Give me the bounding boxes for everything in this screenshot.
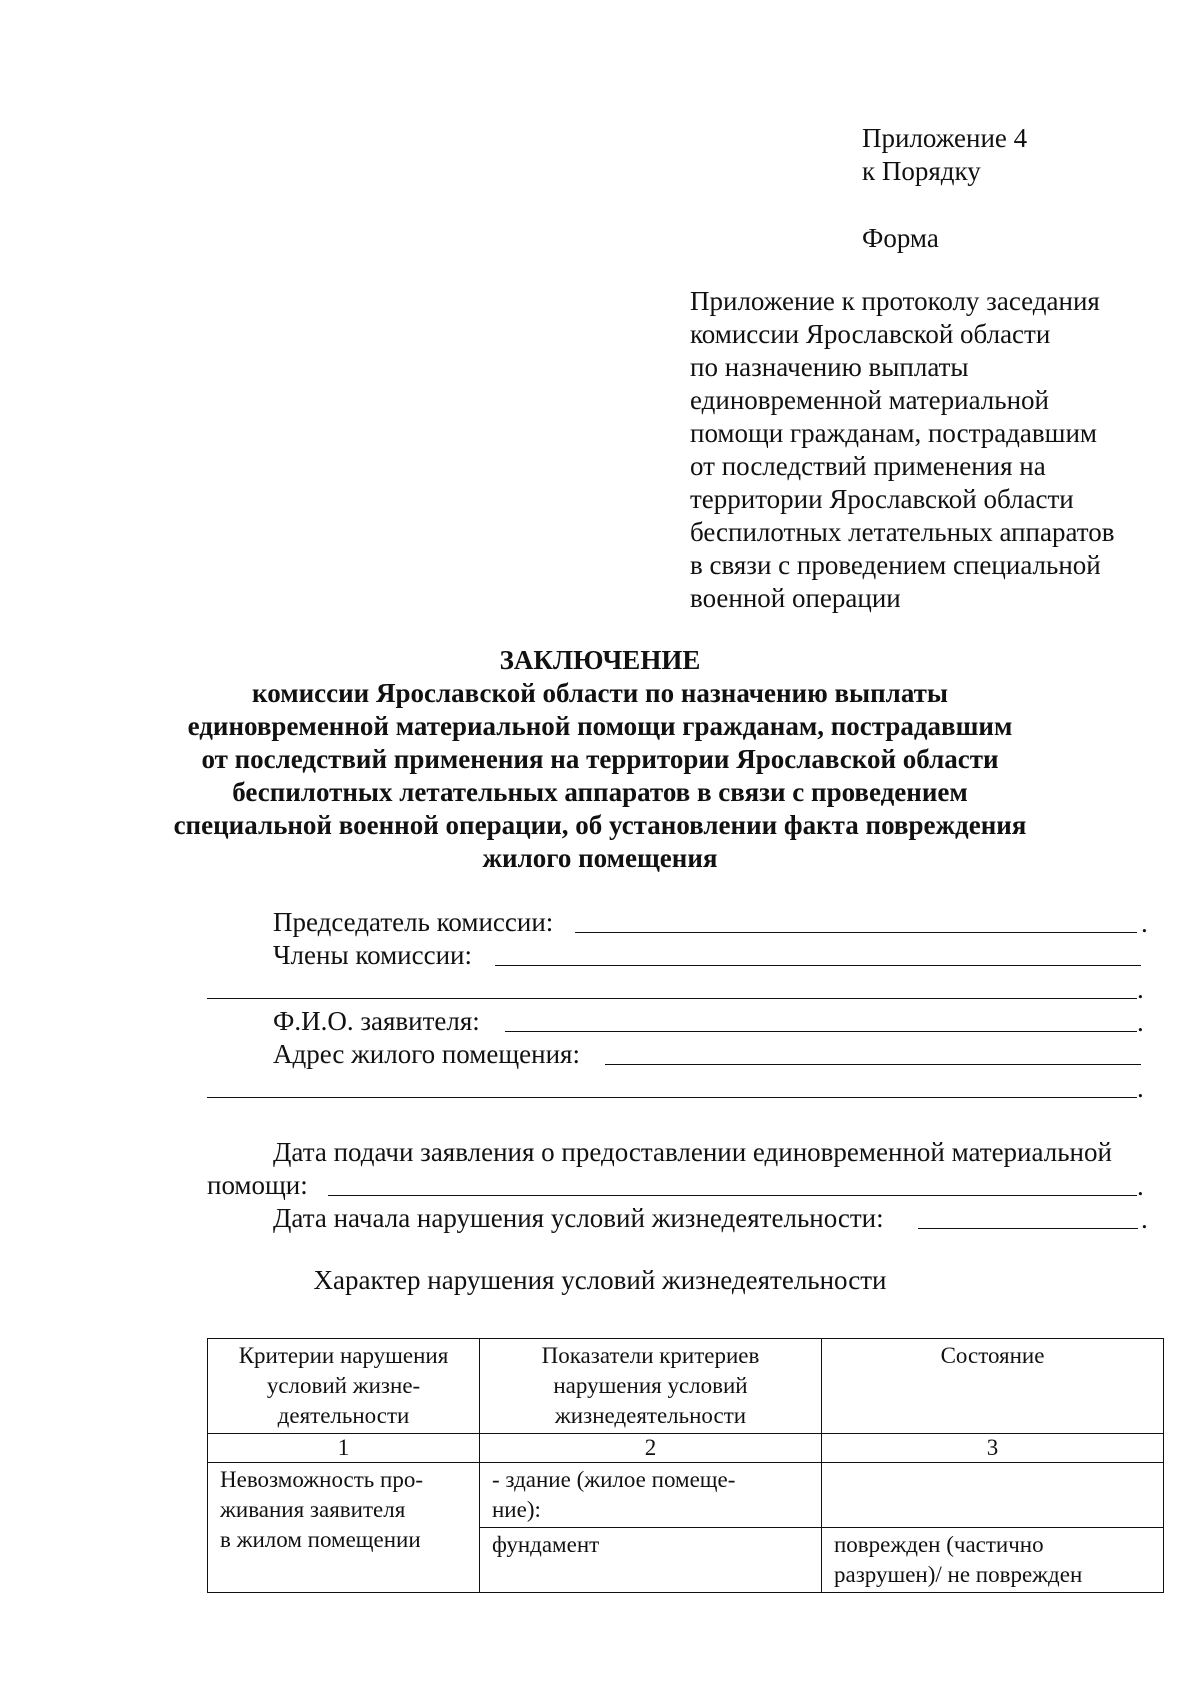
application-date-label-2: помощи: (207, 1170, 308, 1200)
applicant-period: . (1137, 1007, 1144, 1037)
chairman-blank-line[interactable] (575, 932, 1137, 933)
violation-date-label: Дата начала нарушения условий жизнедеятельности: (273, 1203, 884, 1233)
members-label: Члены комиссии: (273, 940, 472, 970)
state-cell (822, 1528, 1164, 1593)
cell-text: - здание (жилое помеще- (492, 1467, 736, 1492)
title-line: комиссии Ярославской области по назначению выплаты (252, 678, 948, 708)
members-blank-line[interactable] (495, 965, 1141, 966)
state-cell-empty (822, 1463, 1164, 1528)
protocol-line: от последствий применения на (690, 451, 1046, 481)
cell-text: ние): (492, 1497, 541, 1522)
table-header-row (208, 1339, 1164, 1434)
appendix-to-order: к Порядку (862, 156, 981, 186)
column-number: 2 (480, 1434, 822, 1463)
protocol-line: территории Ярославской области (690, 484, 1074, 514)
cell-text: в жилом помещении (220, 1527, 421, 1552)
application-date-blank-line[interactable] (328, 1195, 1137, 1196)
title-line: единовременной материальной помощи гражданам, пострадавшим (187, 711, 1013, 741)
title-line: от последствий применения на территории Ярославской области (201, 744, 999, 774)
indicator-cell (480, 1463, 822, 1528)
table-number-row (208, 1434, 1164, 1463)
protocol-line: военной операции (690, 583, 901, 613)
title-line: беспилотных летательных аппаратов в связи с проведением (232, 777, 968, 807)
address-blank-line[interactable] (605, 1064, 1141, 1065)
protocol-line: единовременной материальной (690, 385, 1049, 415)
members-period: . (1137, 974, 1144, 1004)
header-text: условий жизне- (266, 1373, 421, 1398)
chairman-period: . (1141, 908, 1148, 938)
application-date-label: Дата подачи заявления о предоставлении единовременной материальной (273, 1137, 1112, 1167)
form-label: Форма (862, 223, 939, 253)
column-number: 3 (822, 1434, 1164, 1463)
table-header-cell (822, 1339, 1164, 1434)
table-row (208, 1463, 1164, 1528)
applicant-label: Ф.И.О. заявителя: (273, 1006, 480, 1036)
cell-text: Невозможность про- (220, 1467, 424, 1492)
header-text: жизнедеятельности (554, 1403, 747, 1428)
protocol-line: Приложение к протоколу заседания (690, 286, 1100, 316)
cell-text: поврежден (частично (834, 1532, 1044, 1557)
header-text: Состояние (940, 1343, 1045, 1368)
header-text: нарушения условий (553, 1373, 748, 1398)
violation-date-blank-line[interactable] (918, 1228, 1138, 1229)
header-text: Критерии нарушения (238, 1343, 449, 1368)
protocol-line: комиссии Ярославской области (690, 319, 1051, 349)
header-text: Показатели критериев (541, 1343, 760, 1368)
members-blank-line-2[interactable] (207, 998, 1137, 999)
header-text: деятельности (277, 1403, 410, 1428)
address-period: . (1137, 1073, 1144, 1103)
protocol-line: помощи гражданам, пострадавшим (690, 418, 1097, 448)
address-blank-line-2[interactable] (207, 1097, 1137, 1098)
protocol-line: по назначению выплаты (690, 352, 969, 382)
protocol-line: беспилотных летательных аппаратов (690, 517, 1115, 547)
title-line: жилого помещения (482, 843, 718, 873)
cell-text: живания заявителя (220, 1497, 406, 1522)
violation-date-period: . (1141, 1204, 1148, 1234)
address-label: Адрес жилого помещения: (273, 1039, 580, 1069)
table-caption: Характер нарушения условий жизнедеятельности (313, 1265, 887, 1295)
chairman-label: Председатель комиссии: (273, 907, 554, 937)
title-line: специальной военной операции, об установлении факта повреждения (173, 810, 1027, 840)
application-date-period: . (1137, 1171, 1144, 1201)
appendix-number: Приложение 4 (862, 123, 1028, 153)
table-header-cell (480, 1339, 822, 1434)
column-number: 1 (208, 1434, 480, 1463)
cell-text: разрушен)/ не поврежден (834, 1562, 1083, 1587)
protocol-appendix-block (690, 285, 1114, 615)
applicant-blank-line[interactable] (505, 1031, 1137, 1032)
cell-text: фундамент (492, 1532, 600, 1557)
violation-criteria-table (207, 1338, 1164, 1593)
title-heading: ЗАКЛЮЧЕНИЕ (499, 645, 701, 675)
protocol-line: в связи с проведением специальной (690, 550, 1101, 580)
table-header-cell (208, 1339, 480, 1434)
criterion-cell (208, 1463, 480, 1593)
indicator-cell (480, 1528, 822, 1593)
document-title (0, 644, 1200, 875)
